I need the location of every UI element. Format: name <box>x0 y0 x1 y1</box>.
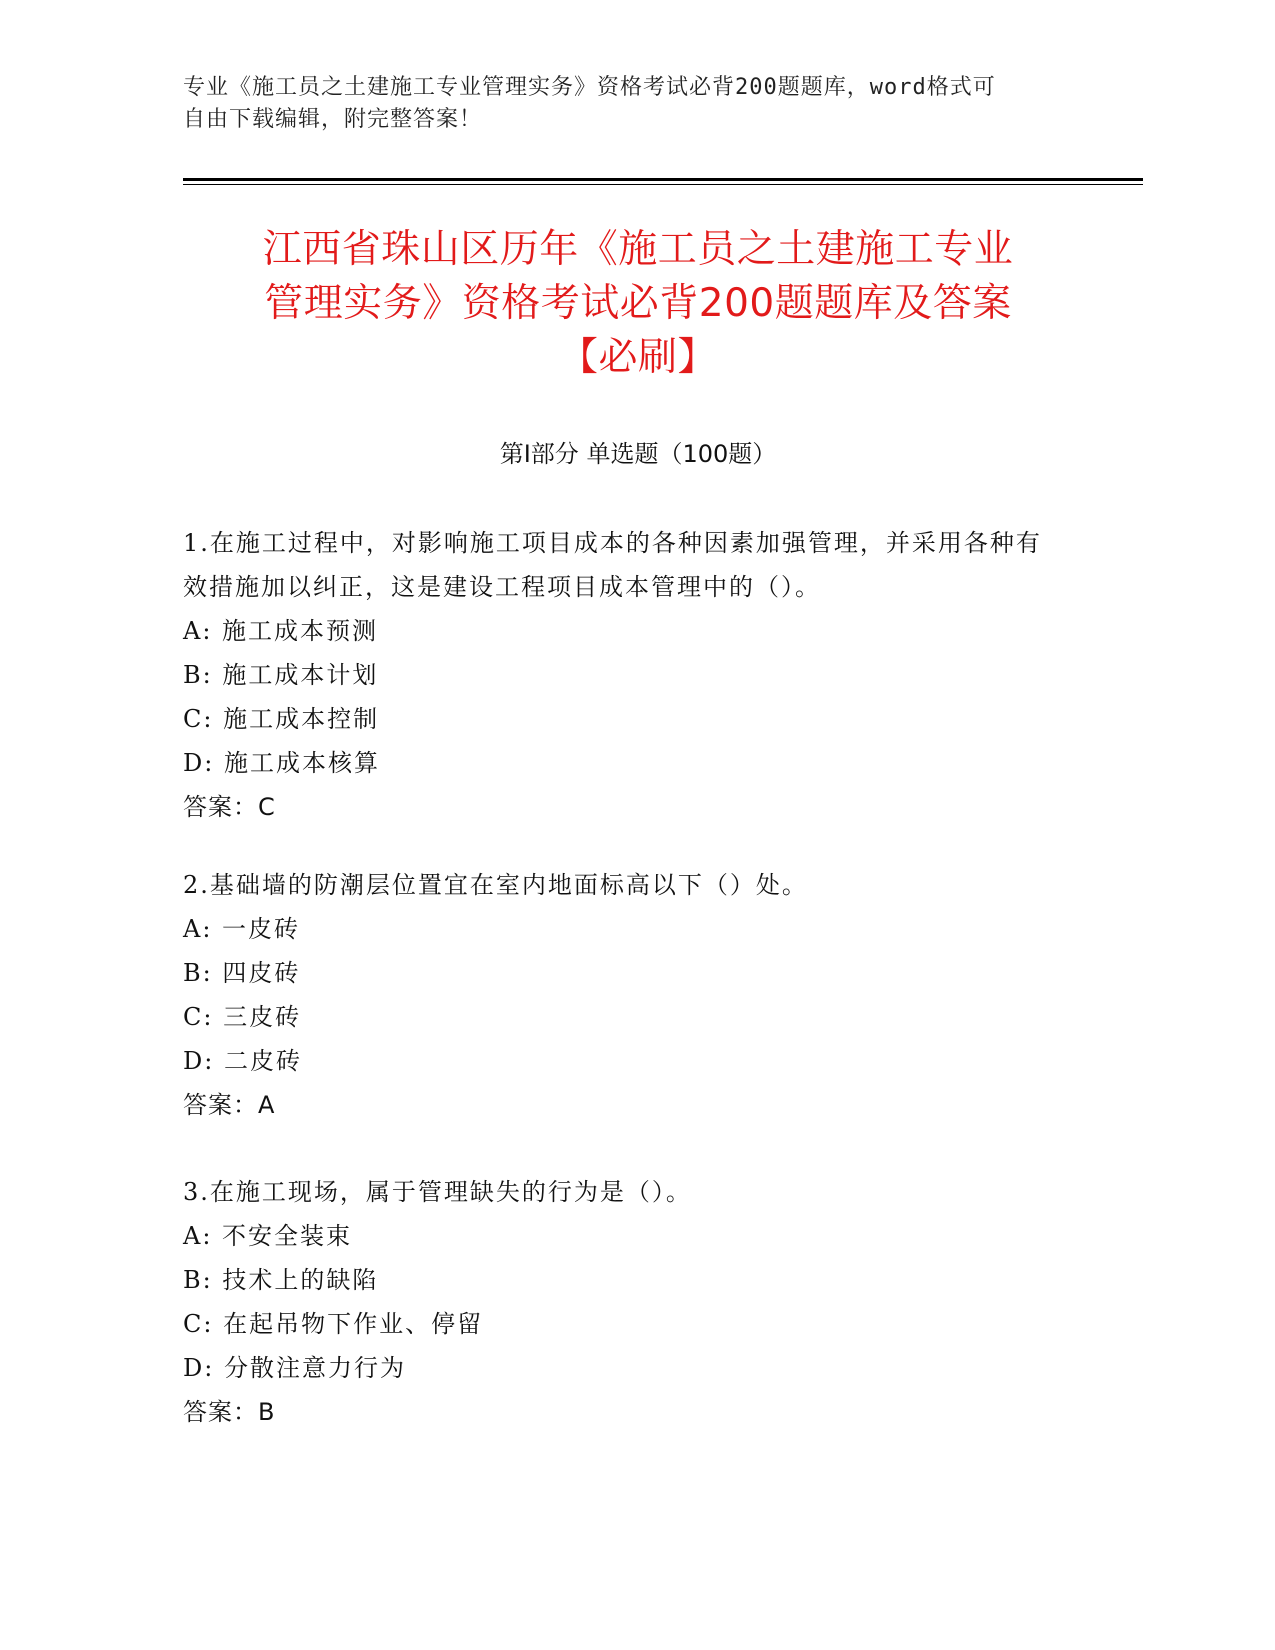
question-1 <box>183 521 1063 829</box>
option-d: D: 二皮砖 <box>183 1047 302 1075</box>
option-b: B: 施工成本计划 <box>183 661 379 689</box>
title-line-3: 【必刷】 <box>558 335 717 380</box>
question-stem: 2.基础墙的防潮层位置宜在室内地面标高以下（）处。 <box>183 871 808 899</box>
header-note-line-2: 自由下载编辑，附完整答案！ <box>183 107 483 132</box>
question-stem: 3.在施工现场，属于管理缺失的行为是（）。 <box>183 1178 692 1206</box>
answer: 答案：A <box>183 1091 276 1119</box>
header-rule-thin <box>183 184 1143 185</box>
header-rule-thick <box>183 178 1143 181</box>
section-title: 第Ⅰ部分 单选题（100题） <box>499 440 777 468</box>
document-title <box>183 223 1093 385</box>
title-line-2: 管理实务》资格考试必背200题题库及答案 <box>264 281 1012 326</box>
question-2 <box>183 863 1063 1127</box>
answer: 答案：C <box>183 793 276 821</box>
option-b: B: 技术上的缺陷 <box>183 1266 379 1294</box>
question-3 <box>183 1170 1063 1434</box>
title-line-1: 江西省珠山区历年《施工员之土建施工专业 <box>262 227 1014 272</box>
header-note-line-1: 专业《施工员之土建施工专业管理实务》资格考试必背200题题库，word格式可 <box>183 75 996 100</box>
option-a: A: 施工成本预测 <box>183 617 379 645</box>
option-c: C: 施工成本控制 <box>183 705 380 733</box>
answer: 答案：B <box>183 1398 276 1426</box>
option-d: D: 施工成本核算 <box>183 749 380 777</box>
option-b: B: 四皮砖 <box>183 959 301 987</box>
option-a: A: 不安全装束 <box>183 1222 353 1250</box>
question-stem: 1.在施工过程中，对影响施工项目成本的各种因素加强管理，并采用各种有效措施加以纠正，这是建设工程项目成本管理中的（）。 <box>183 529 1042 601</box>
option-a: A: 一皮砖 <box>183 915 301 943</box>
option-c: C: 在起吊物下作业、停留 <box>183 1310 484 1338</box>
option-d: D: 分散注意力行为 <box>183 1354 406 1382</box>
header-note <box>183 72 1063 136</box>
option-c: C: 三皮砖 <box>183 1003 302 1031</box>
